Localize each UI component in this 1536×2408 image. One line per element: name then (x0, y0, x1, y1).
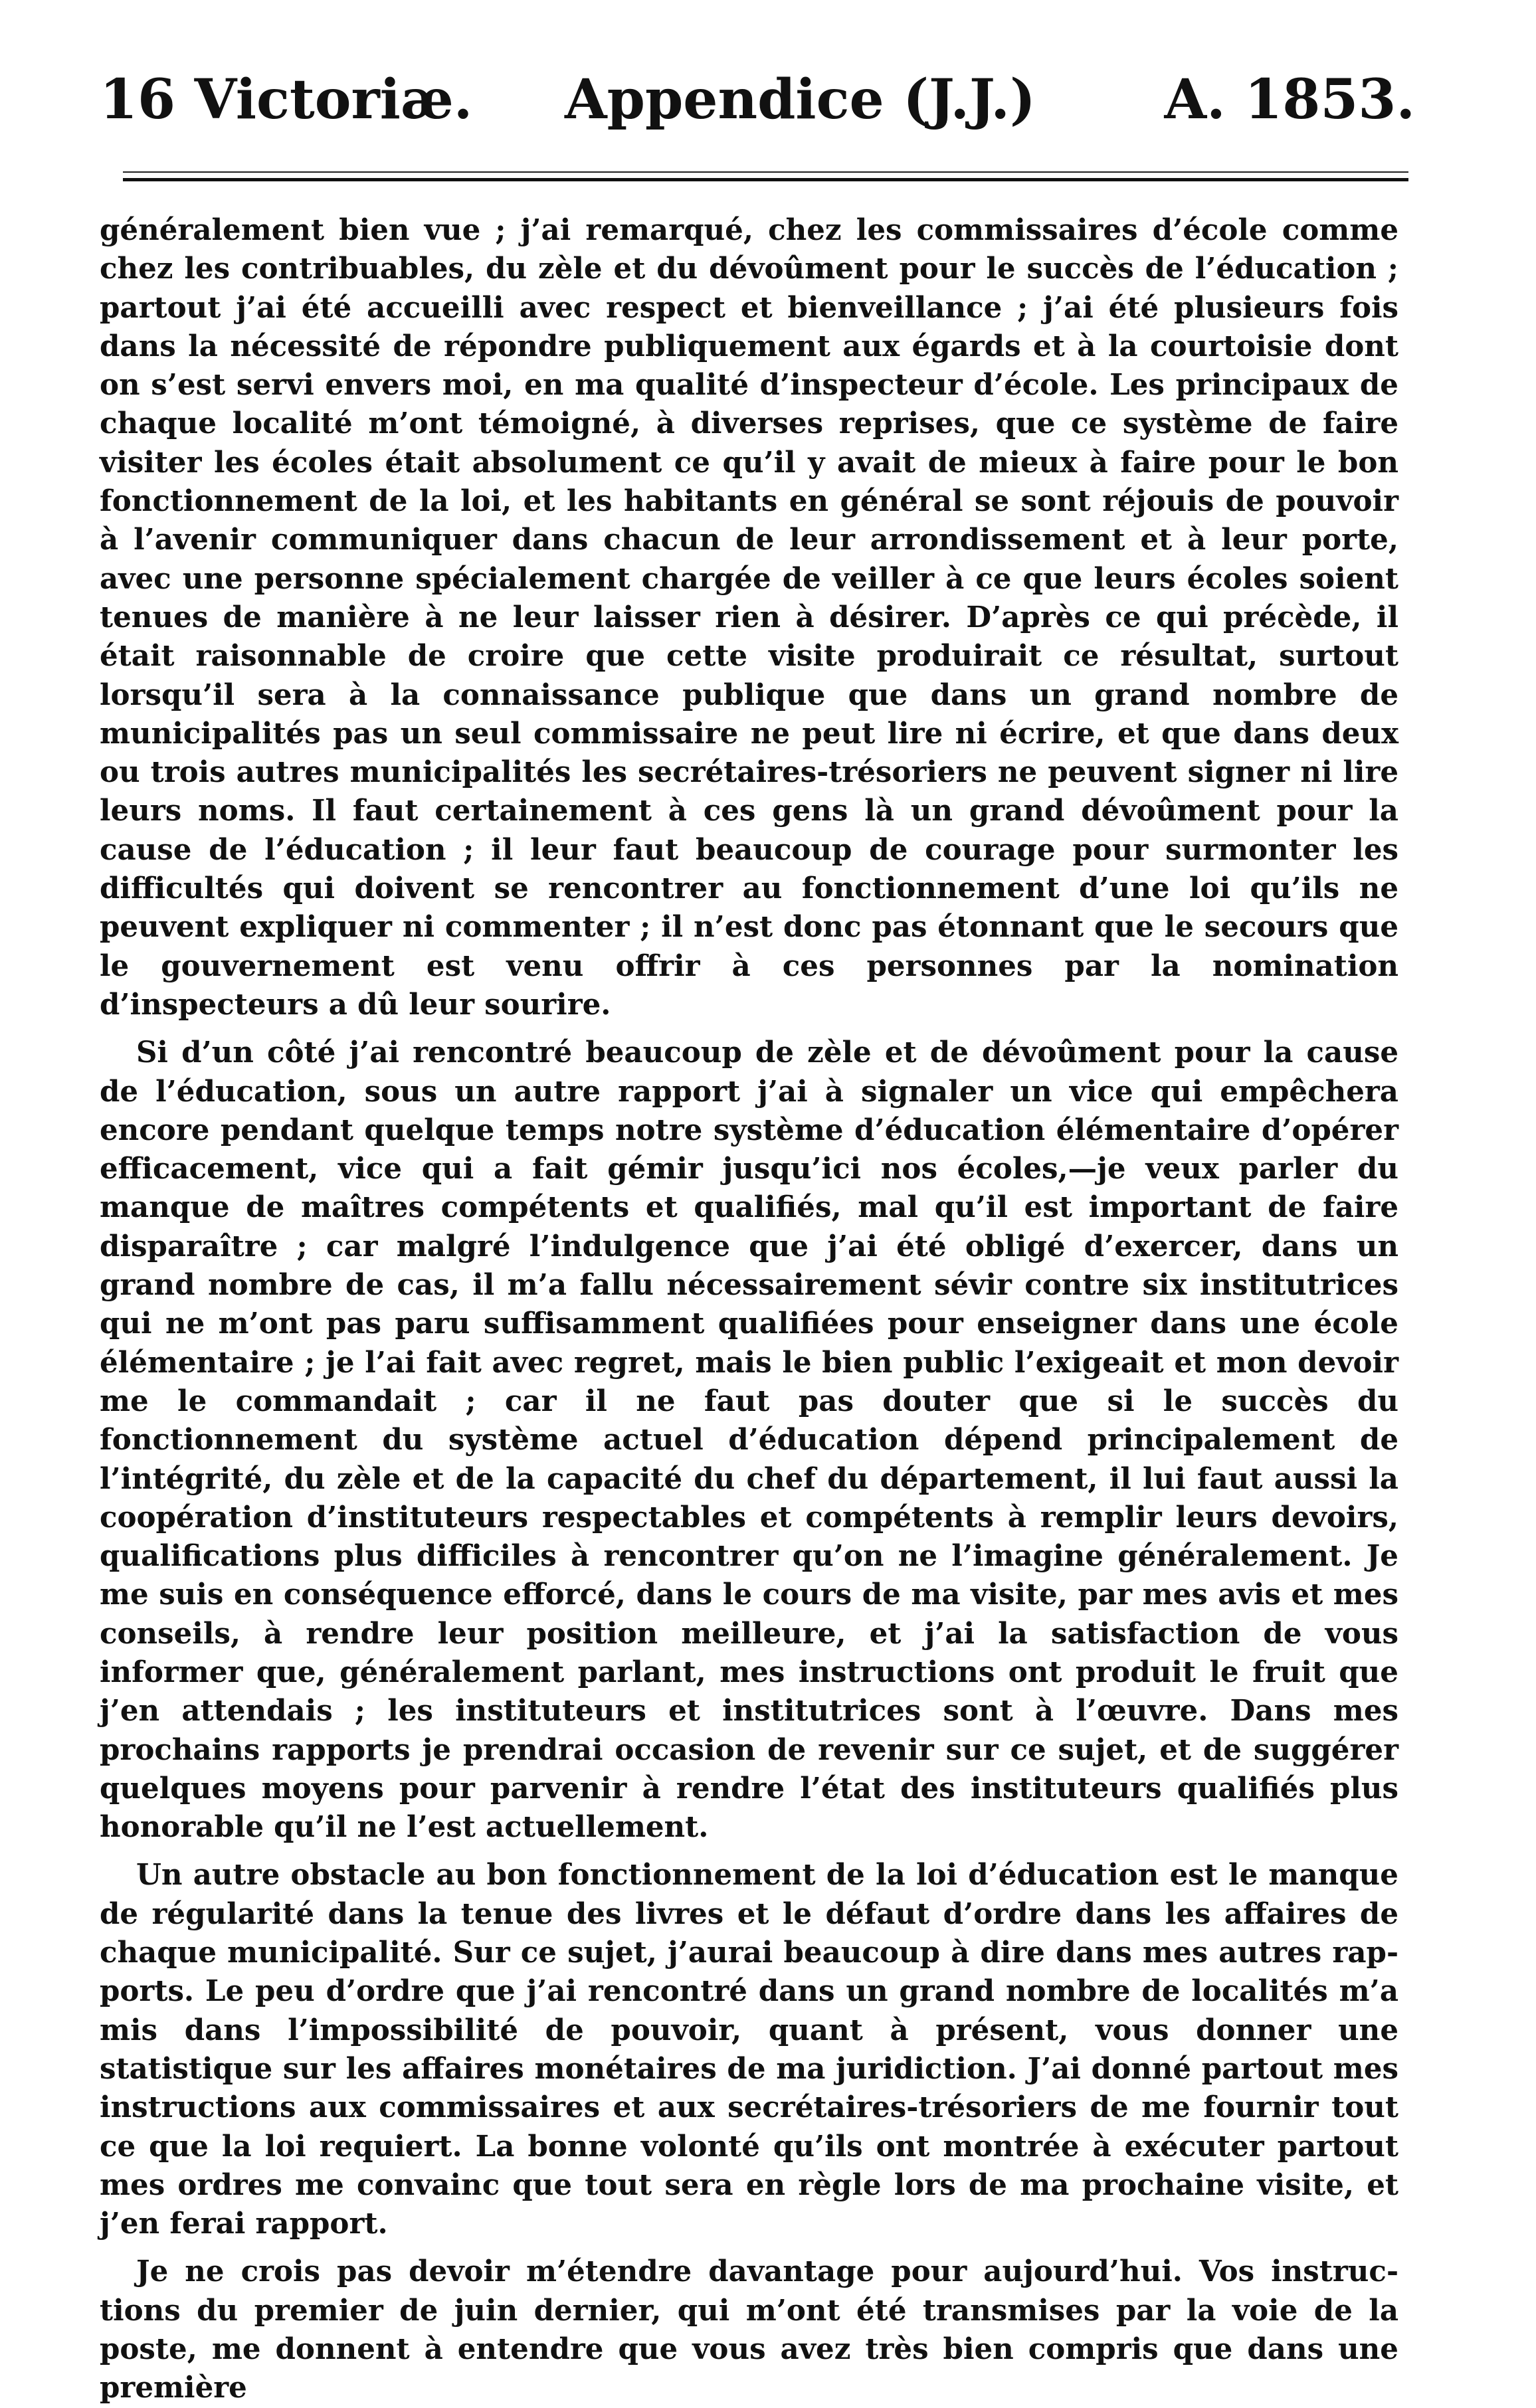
header-rule-thin (123, 171, 1408, 173)
paragraph-qualified-teachers: Si d’un côté j’ai rencontré beaucoup de zèle et de dévoûment pour la cause de l’éducation, sous un autre rapport j’ai à signaler un vice qui empêchera encore pendant quelque temps notre système d’éducation élémentaire d’opérer efficacement, vice qui a fait gémir jusqu’ici nos écoles,—je veux parler du manque de maîtres compétents et qualifiés, mal qu’il est important de faire disparaître ; car malgré l’indulgence que j’ai été obligé d’exercer, dans un grand nombre de cas, il m’a fallu nécessairement sévir contre six institutrices qui ne m’ont pas paru suffisamment qualifiées pour enseigner dans une école élémentaire ; je l’ai fait avec regret, mais le bien public l’exigeait et mon devoir me le commandait ; car il ne faut pas douter que si le succès du fonctionnement du système actuel d’éducation dépend principalement de l’intégrité, du zèle et de la capacité du chef du département, il lui faut aussi la coopération d’instituteurs respectables et compétents à remplir leurs devoirs, qualifications plus difficiles à rencontrer qu’on ne l’imagine généralement. Je me suis en conséquence efforcé, dans le cours de ma visite, par mes avis et mes conseils, à rendre leur position meilleure, et j’ai la satisfaction de vous informer que, généralement parlant, mes instructions ont produit le fruit que j’en attendais ; les instituteurs et institutrices sont à l’œuvre. Dans mes prochains rapports je prendrai occasion de revenir sur ce sujet, et de suggérer quelques moyens pour parvenir à rendre l’état des instituteurs qualifiés plus honorable qu’il ne l’est actuellement. (100, 1036, 1398, 1845)
running-header (100, 60, 1415, 139)
paragraph-bookkeeping: Un autre obstacle au bon fonctionnement de la loi d’éducation est le manque de régularité dans la tenue des livres et le défaut d’ordre dans les affaires de chaque municipalité. Sur ce sujet, j’aurai beaucoup à dire dans mes autres rapports. Le peu d’ordre que j’ai rencontré dans un grand nombre de localités m’a mis dans l’impossibilité de pouvoir, quant à présent, vous donner une statistique sur les affaires monétaires de ma juridiction. J’ai donné partout mes instructions aux commissaires et aux secrétaires-trésoriers de me fournir tout ce que la loi requiert. La bonne volonté qu’ils ont montrée à exécuter partout mes ordres me convainc que tout sera en règle lors de ma prochaine visite, et j’en ferai rapport. (100, 1858, 1398, 2241)
paragraph-continued: généralement bien vue ; j’ai remarqué, chez les commissaires d’école comme chez les contribuables, du zèle et du dévoûment pour le succès de l’éducation ; partout j’ai été accueilli avec respect et bienveillance ; j’ai été plusieurs fois dans la nécessité de répondre publiquement aux égards et à la courtoisie dont on s’est servi envers moi, en ma qualité d’inspecteur d’école. Les principaux de chaque localité m’ont témoigné, à diverses reprises, que ce système de faire visiter les écoles était absolument ce qu’il y avait de mieux à faire pour le bon fonctionnement de la loi, et les habitants en général se sont réjouis de pouvoir à l’avenir communiquer dans chacun de leur arrondissement et à leur porte, avec une personne spécialement chargée de veiller à ce que leurs écoles soient tenues de manière à ne leur laisser rien à désirer. D’après ce qui précède, il était raisonnable de croire que cette visite produirait ce résultat, surtout lorsqu’il sera à la connaissance publique que dans un grand nombre de municipalités pas un seul commissaire ne peut lire ni écrire, et que dans deux ou trois autres municipalités les secrétaires-trésoriers ne peuvent signer ni lire leurs noms. Il faut certainement à ces gens là un grand dévoûment pour la cause de l’éducation ; il leur faut beaucoup de courage pour surmonter les difficultés qui doivent se rencontrer au fonctionnement d’une loi qu’ils ne peuvent expliquer ni commenter ; il n’est donc pas étonnant que le secours que le gouvernement est venu offrir à ces personnes par la nomination d’inspecteurs a dû leur sourire. (100, 213, 1398, 1022)
body-text (100, 211, 1398, 2408)
header-rule-thick (123, 178, 1408, 181)
header-year: A. 1853. (1164, 68, 1415, 132)
paragraph-closing: Je ne crois pas devoir m’étendre davantage pour aujourd’hui. Vos instructions du premier de juin dernier, qui m’ont été transmises par la voie de la poste, me donnent à entendre que vous avez très bien compris que dans une première (100, 2255, 1398, 2405)
header-appendix-title: Appendice (J.J.) (565, 68, 1036, 132)
header-regnal-year: 16 Victoriæ. (100, 68, 473, 132)
